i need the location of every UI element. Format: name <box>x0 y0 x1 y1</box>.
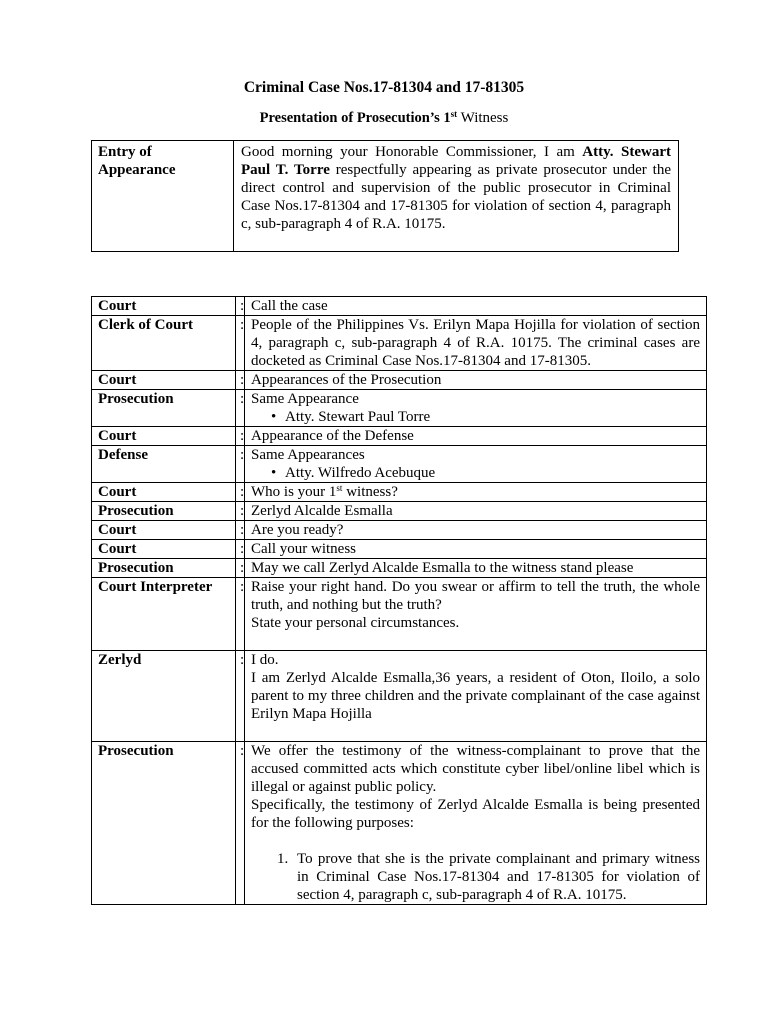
transcript-table <box>91 296 707 905</box>
transcript-row <box>92 521 707 540</box>
statement <box>245 446 707 483</box>
colon: : <box>236 540 245 559</box>
statement: People of the Philippines Vs. Erilyn Mapa Hojilla for violation of section 4, paragraph c, sub-paragraph 4 of R.A. 10175. The criminal cases are docketed as Criminal Case Nos.17-81304 and 17-81305. <box>245 316 707 371</box>
colon: : <box>236 651 245 742</box>
colon: : <box>236 446 245 483</box>
statement-suffix: witness? <box>342 484 398 500</box>
statement-text: Same Appearance <box>251 391 359 407</box>
statement-text-2: I am Zerlyd Alcalde Esmalla,36 years, a resident of Oton, Iloilo, a solo parent to my three children and the private complainant of the case against Erilyn Mapa Hojilla <box>251 670 700 722</box>
statement-text-2: Specifically, the testimony of Zerlyd Alcalde Esmalla is being presented for the following purposes: <box>251 797 700 831</box>
transcript-row <box>92 540 707 559</box>
entry-label-line1: Entry of <box>98 144 152 160</box>
colon: : <box>236 297 245 316</box>
statement: Appearances of the Prosecution <box>245 371 707 390</box>
subtitle-sup: st <box>450 109 458 119</box>
statement: Call the case <box>245 297 707 316</box>
colon: : <box>236 371 245 390</box>
transcript-row <box>92 559 707 578</box>
entry-label-line2: Appearance <box>98 162 176 178</box>
statement <box>245 390 707 427</box>
transcript-row <box>92 297 707 316</box>
statement-text-2: State your personal circumstances. <box>251 615 460 631</box>
statement: Call your witness <box>245 540 707 559</box>
statement: Are you ready? <box>245 521 707 540</box>
document-title: Criminal Case Nos.17-81304 and 17-81305 <box>243 79 525 96</box>
statement: Zerlyd Alcalde Esmalla <box>245 502 707 521</box>
statement <box>245 483 707 502</box>
speaker: Prosecution <box>92 559 236 578</box>
statement <box>245 651 707 742</box>
speaker: Court <box>92 427 236 446</box>
transcript-row <box>92 316 707 371</box>
colon: : <box>236 521 245 540</box>
entry-of-appearance-table <box>91 140 679 252</box>
statement-sup: st <box>336 483 343 493</box>
statement: Appearance of the Defense <box>245 427 707 446</box>
bullet-item: • Atty. Wilfredo Acebuque <box>251 464 700 482</box>
statement: May we call Zerlyd Alcalde Esmalla to the witness stand please <box>245 559 707 578</box>
speaker: Prosecution <box>92 390 236 427</box>
speaker: Court <box>92 371 236 390</box>
transcript-row <box>92 427 707 446</box>
colon: : <box>236 502 245 521</box>
entry-text-after: respectfully appearing as private prosecutor under the direct control and supervision of the public prosecutor in Criminal Case Nos.17-81304 and 17-81305 for violation of section 4, paragraph c, sub-paragraph 4 of R.A. 10175. <box>241 162 671 232</box>
numbered-item <box>251 850 700 904</box>
entry-row <box>92 141 679 252</box>
statement-text: Raise your right hand. Do you swear or affirm to tell the truth, the whole truth, and nothing but the truth? <box>251 579 700 613</box>
entry-text-before: Good morning your Honorable Commissioner, I am <box>241 144 583 160</box>
entry-label <box>92 141 234 252</box>
entry-text <box>234 141 679 252</box>
item-text: To prove that she is the private complainant and primary witness in Criminal Case Nos.17-81304 and 17-81305 for violation of section 4, paragraph c, sub-paragraph 4 of R.A. 10175. <box>297 851 700 903</box>
subtitle-prefix: Presentation of Prosecution’s 1 <box>259 110 451 126</box>
transcript-row <box>92 578 707 651</box>
speaker: Prosecution <box>92 502 236 521</box>
bullet-item: • Atty. Stewart Paul Torre <box>251 408 700 426</box>
transcript-row <box>92 390 707 427</box>
document-subtitle <box>0 109 768 127</box>
speaker: Court <box>92 297 236 316</box>
speaker: Court <box>92 540 236 559</box>
entry-attorney-name: Atty. Stewart Paul T. Torre <box>241 144 671 178</box>
transcript-row <box>92 446 707 483</box>
transcript-row <box>92 483 707 502</box>
speaker: Prosecution <box>92 742 236 905</box>
subtitle-suffix: Witness <box>457 110 509 126</box>
transcript-row <box>92 502 707 521</box>
speaker: Zerlyd <box>92 651 236 742</box>
colon: : <box>236 390 245 427</box>
colon: : <box>236 316 245 371</box>
transcript-row <box>92 651 707 742</box>
statement-text: I do. <box>251 652 279 668</box>
colon: : <box>236 427 245 446</box>
colon: : <box>236 559 245 578</box>
colon: : <box>236 578 245 651</box>
transcript-row <box>92 742 707 905</box>
statement-text: We offer the testimony of the witness-complainant to prove that the accused committed acts which constitute cyber libel/online libel which is illegal or against public policy. <box>251 743 700 795</box>
speaker: Court <box>92 483 236 502</box>
item-number: 1. <box>277 851 289 867</box>
statement-text: Same Appearances <box>251 447 365 463</box>
transcript-row <box>92 371 707 390</box>
statement <box>245 742 707 905</box>
speaker: Court <box>92 521 236 540</box>
speaker: Court Interpreter <box>92 578 236 651</box>
statement <box>245 578 707 651</box>
speaker: Clerk of Court <box>92 316 236 371</box>
colon: : <box>236 742 245 905</box>
statement-prefix: Who is your 1 <box>251 484 337 500</box>
speaker: Defense <box>92 446 236 483</box>
colon: : <box>236 483 245 502</box>
